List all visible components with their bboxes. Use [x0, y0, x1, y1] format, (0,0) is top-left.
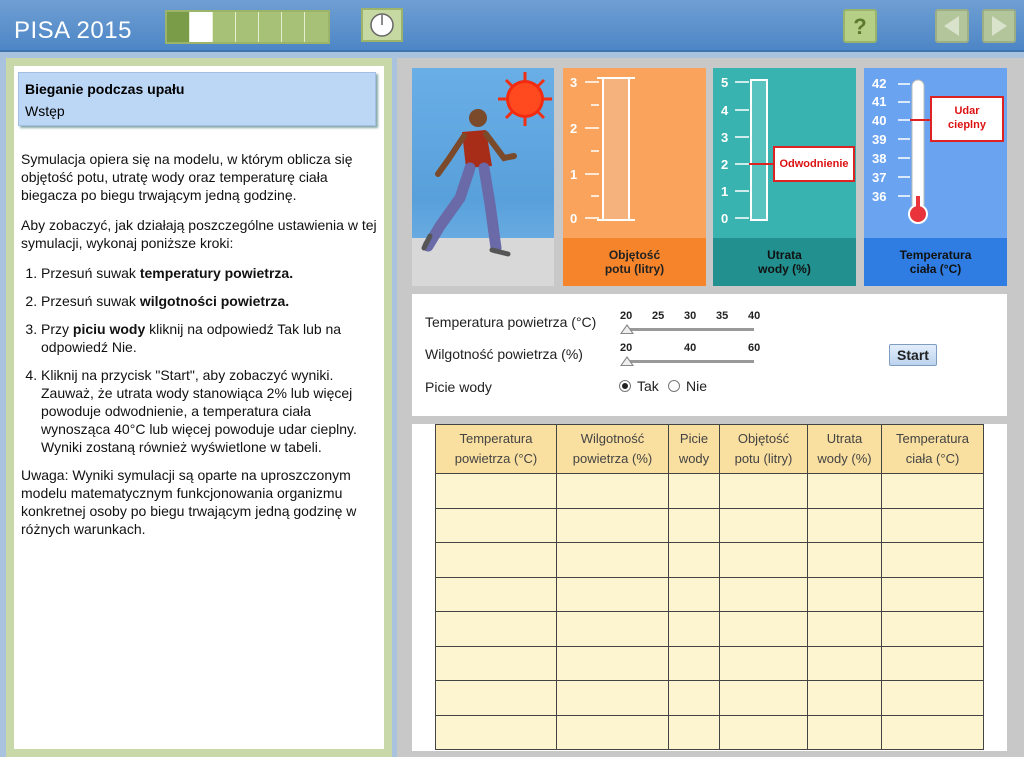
- start-button[interactable]: Start: [889, 344, 937, 366]
- dehydration-flag: Odwodnienie: [773, 146, 855, 182]
- svg-text:?: ?: [853, 14, 867, 39]
- table-row: [436, 543, 984, 578]
- results-body: [436, 474, 984, 750]
- table-header-row: [436, 425, 984, 474]
- table-cell: [557, 543, 669, 578]
- temp-scale-label: 37: [872, 170, 887, 185]
- air-temp-tick: 40: [748, 310, 761, 322]
- instructions-lead: Aby zobaczyć, jak działają poszczególne ustawienia w tej symulacji, wykonaj poniższe kroki:: [21, 217, 377, 251]
- table-cell: [720, 681, 808, 716]
- air-temperature-slider[interactable]: [626, 328, 754, 331]
- table-cell: [882, 646, 984, 681]
- table-cell: [669, 646, 720, 681]
- loss-scale-label: 2: [721, 157, 729, 172]
- table-row: [436, 715, 984, 750]
- table-cell: [557, 577, 669, 612]
- table-cell: [436, 474, 557, 509]
- air-temperature-label: Temperatura powietrza (°C): [425, 314, 597, 330]
- simulation-controls: [412, 294, 1007, 416]
- help-button[interactable]: [843, 9, 877, 43]
- water-no-label: Nie: [686, 378, 708, 394]
- table-cell: [808, 543, 882, 578]
- table-row: [436, 508, 984, 543]
- water-no-radio[interactable]: [668, 378, 707, 394]
- top-bar: [0, 0, 1024, 52]
- step-item: 2. Przesuń suwak wilgotności powietrza.: [41, 292, 377, 310]
- table-cell: [882, 474, 984, 509]
- table-cell: [808, 577, 882, 612]
- instructions-text: [18, 150, 380, 538]
- column-header: Temperatura powietrza (°C): [436, 425, 557, 474]
- table-cell: [720, 612, 808, 647]
- table-cell: [882, 715, 984, 750]
- humidity-slider[interactable]: [626, 360, 754, 363]
- table-cell: [436, 508, 557, 543]
- air-temp-tick: 30: [684, 310, 697, 322]
- air-temp-tick: 25: [652, 310, 665, 322]
- step-item: 4. Kliknij na przycisk "Start", aby zobaczyć wyniki. Zauważ, że utrata wody stanowiąca 2% lub więcej powoduje odwodnienie, a temperatura ciała wynosząca 40°C lub więcej powoduje udar cieplny. Wyniki zostaną również wyświetlone w tabeli.: [41, 366, 377, 456]
- table-cell: [436, 577, 557, 612]
- table-cell: [808, 612, 882, 647]
- table-cell: [669, 508, 720, 543]
- table-cell: [808, 508, 882, 543]
- sun-icon: [498, 72, 552, 126]
- body-temperature-caption: Temperatura ciała (°C): [864, 238, 1007, 286]
- table-cell: [720, 543, 808, 578]
- column-header: Utrata wody (%): [808, 425, 882, 474]
- table-cell: [720, 508, 808, 543]
- table-row: [436, 612, 984, 647]
- table-cell: [882, 681, 984, 716]
- temp-scale-label: 38: [872, 151, 887, 166]
- table-cell: [557, 612, 669, 647]
- progress-segment: [190, 12, 213, 42]
- table-cell: [557, 474, 669, 509]
- table-cell: [436, 612, 557, 647]
- table-cell: [436, 646, 557, 681]
- loss-scale-label: 4: [721, 103, 729, 118]
- table-cell: [557, 715, 669, 750]
- table-cell: [669, 474, 720, 509]
- progress-segment: [167, 12, 190, 42]
- sweat-scale-label: 1: [570, 167, 578, 182]
- progress-segment: [305, 12, 328, 42]
- progress-segment: [282, 12, 305, 42]
- progress-segment: [213, 12, 236, 42]
- results-table: [435, 424, 984, 750]
- table-row: [436, 646, 984, 681]
- humidity-tick: 60: [748, 342, 761, 354]
- humidity-tick: 20: [620, 342, 633, 354]
- table-cell: [669, 577, 720, 612]
- clock-icon: [363, 10, 401, 40]
- table-cell: [882, 577, 984, 612]
- runner-tile: [412, 68, 554, 286]
- table-cell: [669, 715, 720, 750]
- timer-button[interactable]: [361, 8, 403, 42]
- instructions-panel: [6, 58, 392, 757]
- arrow-right-icon: [984, 11, 1014, 41]
- table-cell: [720, 715, 808, 750]
- table-cell: [808, 474, 882, 509]
- table-cell: [436, 681, 557, 716]
- table-cell: [882, 543, 984, 578]
- runner-figure: [412, 68, 554, 286]
- table-cell: [557, 646, 669, 681]
- steps-list: [21, 264, 377, 456]
- sweat-scale-label: 0: [570, 211, 578, 226]
- water-yes-label: Tak: [637, 378, 659, 394]
- step-item: 1. Przesuń suwak temperatury powietrza.: [41, 264, 377, 282]
- humidity-slider-thumb[interactable]: [620, 356, 634, 366]
- water-loss-caption: Utrata wody (%): [713, 238, 856, 286]
- temp-scale-label: 41: [872, 94, 887, 109]
- table-row: [436, 577, 984, 612]
- intro-paragraph: Symulacja opiera się na modelu, w którym oblicza się objętość potu, utratę wody oraz temperaturę ciała biegacza po biegu trwającym jedną godzinę.: [21, 151, 353, 203]
- table-cell: [557, 681, 669, 716]
- sweat-scale-label: 3: [570, 75, 578, 90]
- table-cell: [808, 646, 882, 681]
- table-cell: [882, 508, 984, 543]
- table-cell: [557, 508, 669, 543]
- body-temperature-tile: [864, 68, 1007, 286]
- loss-scale-label: 5: [721, 75, 729, 90]
- column-header: Objętość potu (litry): [720, 425, 808, 474]
- table-cell: [720, 646, 808, 681]
- heatstroke-flag: Udar cieplny: [930, 96, 1004, 142]
- previous-button[interactable]: [935, 9, 969, 43]
- radio-dot: [668, 380, 680, 392]
- next-button[interactable]: [982, 9, 1016, 43]
- table-cell: [882, 612, 984, 647]
- unit-header: [18, 72, 376, 126]
- temp-scale-label: 42: [872, 76, 887, 91]
- loss-scale-label: 1: [721, 184, 729, 199]
- instructions-content[interactable]: [14, 66, 384, 749]
- simulation-panel: [397, 58, 1024, 757]
- loss-scale-label: 3: [721, 130, 729, 145]
- progress-indicator: [165, 10, 330, 44]
- water-loss-tile: [713, 68, 856, 286]
- table-row: [436, 681, 984, 716]
- sweat-volume-tile: [563, 68, 706, 286]
- air-temperature-slider-thumb[interactable]: [620, 324, 634, 334]
- table-cell: [436, 543, 557, 578]
- table-cell: [720, 577, 808, 612]
- column-header: Temperatura ciała (°C): [882, 425, 984, 474]
- column-header: Wilgotność powietrza (%): [557, 425, 669, 474]
- water-yes-radio[interactable]: [619, 378, 659, 394]
- temp-scale-label: 39: [872, 132, 887, 147]
- table-cell: [669, 681, 720, 716]
- measuring-cylinder: [563, 68, 706, 238]
- table-cell: [436, 715, 557, 750]
- results-panel: [412, 424, 1007, 751]
- table-cell: [808, 681, 882, 716]
- arrow-left-icon: [937, 11, 967, 41]
- table-cell: [669, 543, 720, 578]
- loss-scale-label: 0: [721, 211, 729, 226]
- humidity-label: Wilgotność powietrza (%): [425, 346, 583, 362]
- question-icon: [845, 11, 875, 41]
- temp-scale-label: 36: [872, 189, 887, 204]
- progress-segment: [236, 12, 259, 42]
- table-cell: [720, 474, 808, 509]
- app-title: PISA 2015: [14, 17, 132, 44]
- temp-scale-label: 40: [872, 113, 887, 128]
- note-paragraph: Uwaga: Wyniki symulacji są oparte na uproszczonym modelu matematycznym funkcjonowania organizmu konkretnej osoby po biegu trwającym jedną godzinę w różnych warunkach.: [21, 467, 357, 537]
- sweat-scale-label: 2: [570, 121, 578, 136]
- radio-dot: [619, 380, 631, 392]
- air-temp-tick: 20: [620, 310, 633, 322]
- step-item: 3. Przy piciu wody kliknij na odpowiedź Tak lub na odpowiedź Nie.: [41, 320, 377, 356]
- drinking-water-label: Picie wody: [425, 379, 492, 395]
- table-cell: [808, 715, 882, 750]
- humidity-tick: 40: [684, 342, 697, 354]
- sweat-volume-caption: Objętość potu (litry): [563, 238, 706, 286]
- column-header: Picie wody: [669, 425, 720, 474]
- unit-title: Bieganie podczas upału: [25, 81, 185, 97]
- progress-segment: [259, 12, 282, 42]
- table-cell: [669, 612, 720, 647]
- unit-subtitle: Wstęp: [25, 103, 65, 119]
- air-temp-tick: 35: [716, 310, 729, 322]
- table-row: [436, 474, 984, 509]
